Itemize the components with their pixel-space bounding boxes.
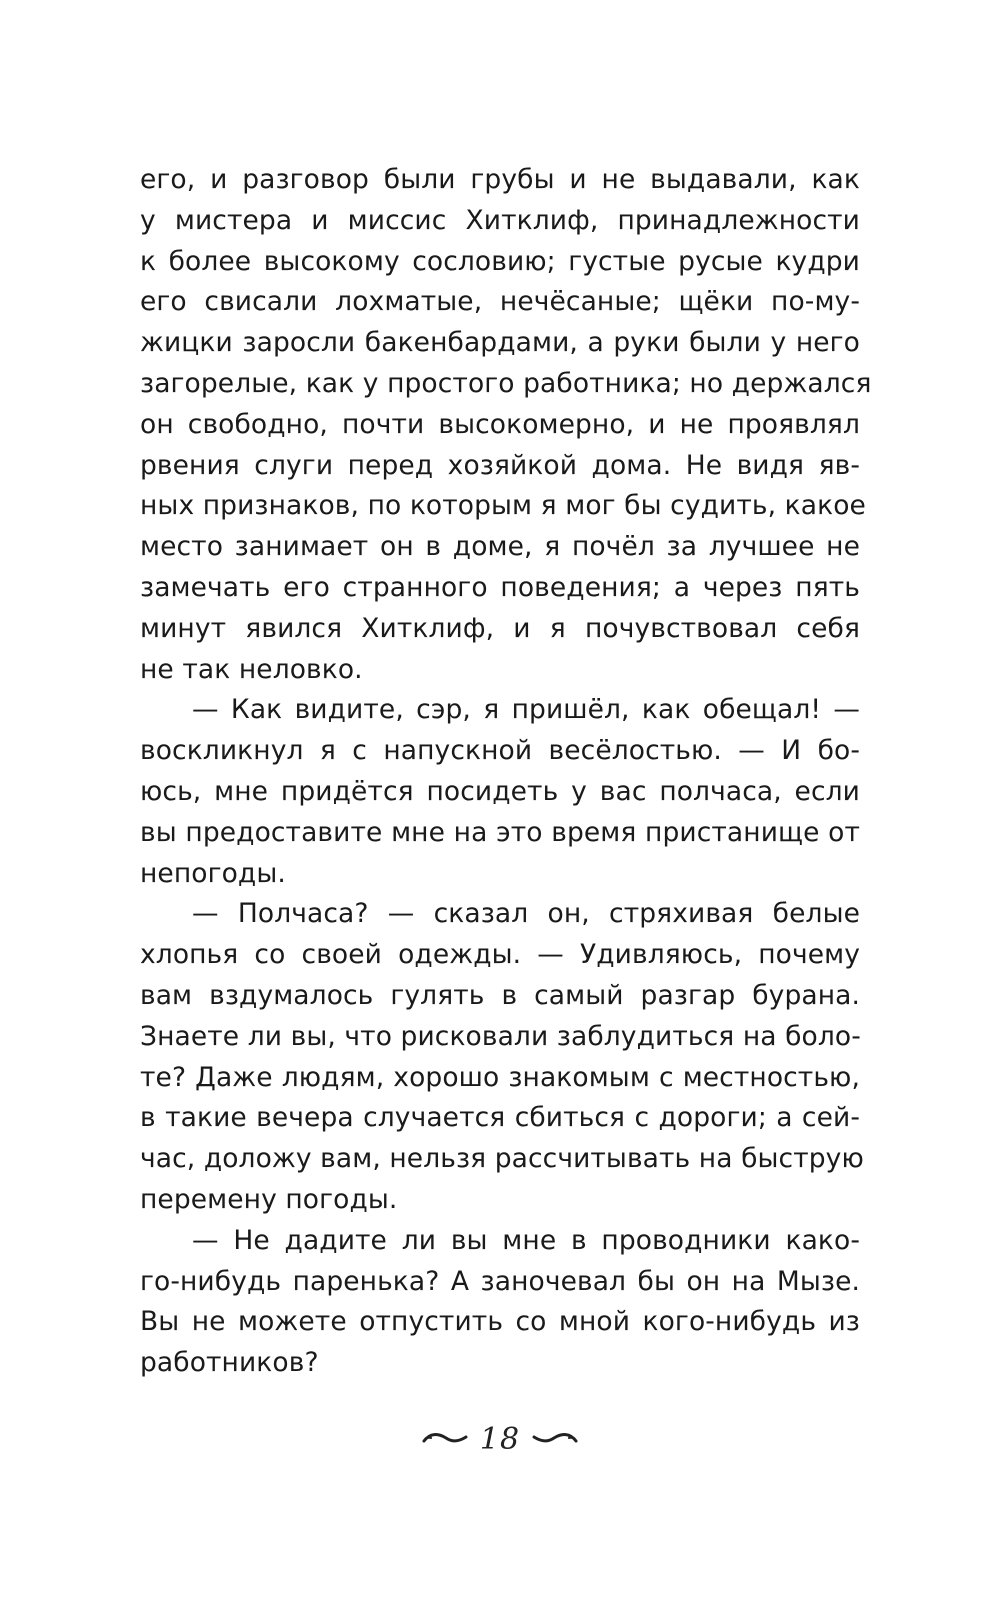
text-line: не так неловко.	[140, 653, 363, 685]
body-text	[140, 160, 872, 1384]
dialogue-line: — Полчаса? — сказал он, стряхивая белые	[192, 898, 860, 930]
text-line: юсь, мне придётся посидеть у вас полчаса, если	[140, 775, 860, 807]
text-line: он свободно, почти высокомерно, и не проявлял	[140, 408, 860, 440]
text-line: замечать его странного поведения; а через пять	[140, 571, 860, 603]
text-line: перемену погоды.	[140, 1183, 398, 1215]
text-line: загорелые, как у простого работника; но держался	[140, 367, 872, 399]
text-line: го-нибудь паренька? А заночевал бы он на Мызе.	[140, 1265, 860, 1297]
text-line: работников?	[140, 1347, 319, 1379]
page-number: 18	[479, 1421, 521, 1457]
text-line: хлопья со своей одежды. — Удивляюсь, почему	[140, 939, 860, 971]
text-line: Вы не можете отпустить со мной кого-нибудь из	[140, 1306, 860, 1338]
text-line: вы предоставите мне на это время пристанище от	[140, 816, 860, 848]
text-line: у мистера и миссис Хитклиф, принадлежности	[140, 204, 860, 236]
page-footer	[0, 1414, 1000, 1464]
dialogue-line: — Не дадите ли вы мне в проводники како-	[192, 1224, 860, 1256]
text-line: в такие вечера случается сбиться с дороги; а сей-	[140, 1102, 860, 1134]
text-line: воскликнул я с напускной весёлостью. — И бо-	[140, 735, 860, 767]
text-line: те? Даже людям, хорошо знакомым с местностью,	[140, 1061, 860, 1093]
text-line: вам вздумалось гулять в самый разгар бурана.	[140, 979, 860, 1011]
text-line: Знаете ли вы, что рисковали заблудиться на боло-	[140, 1020, 861, 1052]
left-swash-ornament-icon	[422, 1429, 468, 1449]
text-line: ных признаков, по которым я мог бы судить, какое	[140, 490, 866, 522]
text-line: место занимает он в доме, я почёл за лучшее не	[140, 531, 860, 563]
text-line: к более высокому сословию; густые русые кудри	[140, 245, 860, 277]
text-line: его свисали лохматые, нечёсаные; щёки по-му-	[140, 286, 860, 318]
text-line: непогоды.	[140, 857, 286, 889]
text-line: минут явился Хитклиф, и я почувствовал себя	[140, 612, 860, 644]
text-line: рвения слуги перед хозяйкой дома. Не видя яв-	[140, 449, 860, 481]
text-line: жицки заросли бакенбардами, а руки были у него	[140, 327, 860, 359]
text-line: час, доложу вам, нельзя рассчитывать на быструю	[140, 1143, 864, 1175]
text-line: его, и разговор были грубы и не выдавали, как	[140, 164, 860, 195]
dialogue-line: — Как видите, сэр, я пришёл, как обещал! —	[192, 694, 860, 726]
right-swash-ornament-icon	[532, 1429, 578, 1449]
